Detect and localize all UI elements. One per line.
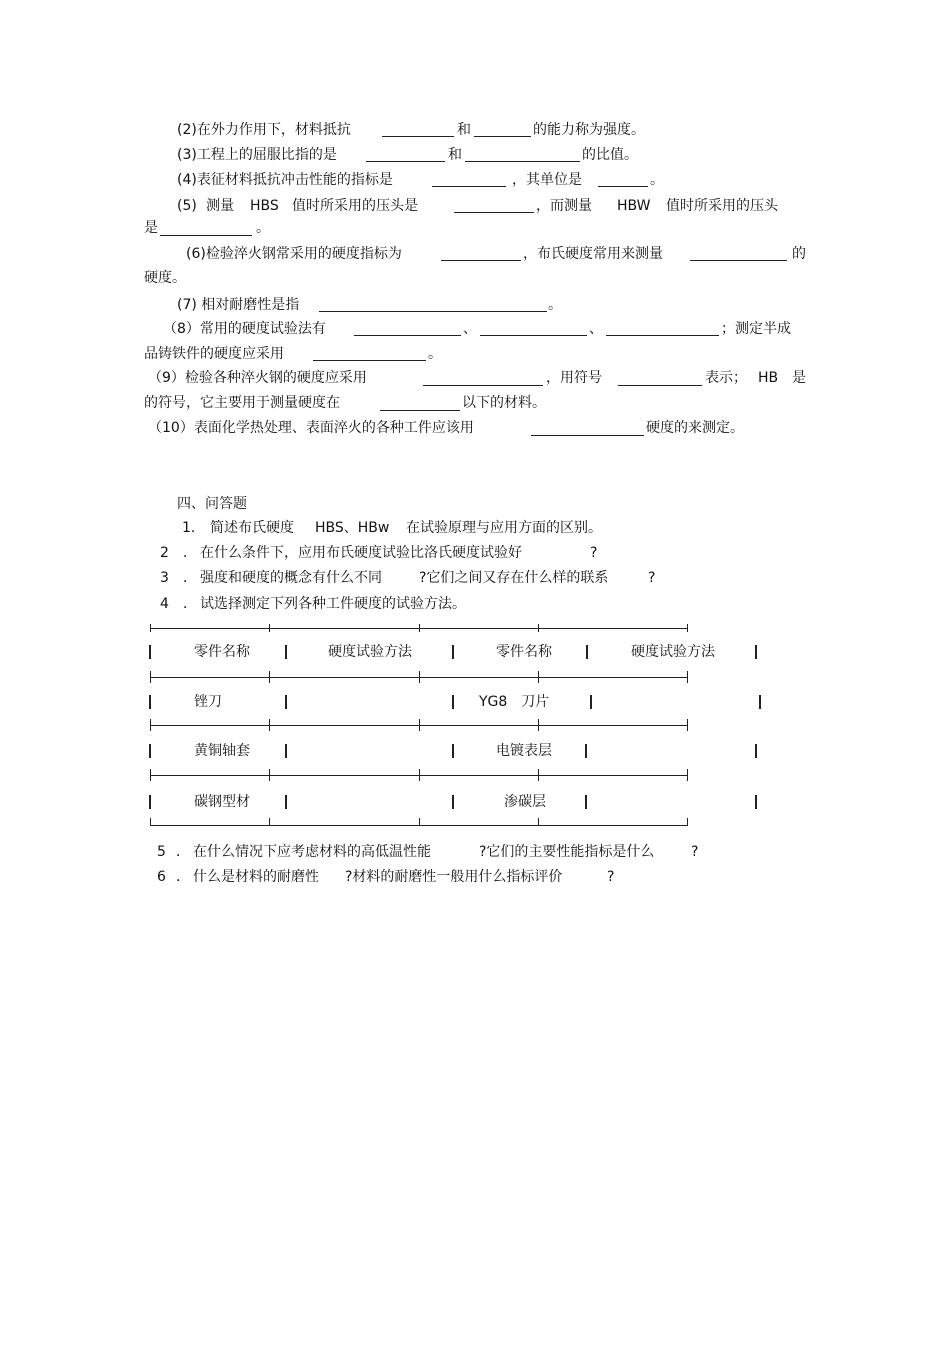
header-method-2: 硬度试验方法 [631, 644, 715, 660]
q10-blank[interactable] [531, 435, 644, 436]
part-name-cell: YG8 刀片 [479, 694, 550, 710]
q3-suffix: 的比值。 [582, 147, 638, 163]
q4-mid: ，其单位是 [512, 172, 582, 188]
eq5-num: 5 [157, 844, 166, 860]
eq5-dot: ． [176, 844, 190, 860]
q8-sep-2: 、 [589, 321, 603, 337]
eq5-text-b: ?它们的主要性能指标是什么 [479, 844, 655, 860]
q5-word-1: 测量 [206, 198, 234, 214]
q3-prefix: (3)工程上的屈服比指的是 [177, 147, 337, 163]
tick [269, 769, 270, 781]
eq5-text-c: ? [691, 844, 699, 860]
tick [538, 624, 539, 632]
eq1-text-c: 在试验原理与应用方面的区别。 [406, 520, 602, 536]
q4-blank-2[interactable] [598, 186, 648, 187]
q10-suffix: 硬度的来测定。 [646, 420, 744, 436]
cell-border [759, 695, 761, 709]
q9-mid2: 表示； [705, 370, 747, 386]
eq4-num: 4 [160, 596, 169, 612]
tick [419, 671, 420, 683]
tick [419, 818, 420, 826]
q9-word-hb: HB [758, 370, 779, 386]
q6-blank-2[interactable] [690, 260, 787, 261]
part-name-cell: 黄铜轴套 [194, 743, 250, 759]
tick [150, 818, 151, 826]
cell-border [585, 795, 587, 809]
q6-line2: 硬度。 [144, 270, 186, 286]
q10-prefix: （10）表面化学热处理、表面淬火的各种工件应该用 [148, 420, 474, 436]
q6-mid: ，布氏硬度常用来测量 [523, 246, 663, 262]
tick [538, 818, 539, 826]
tick [419, 719, 420, 731]
part-name-cell: 碳钢型材 [194, 794, 250, 810]
tick [150, 671, 151, 683]
q3-blank-2[interactable] [465, 161, 580, 162]
eq3-text-b: ?它们之间又存在什么样的联系 [419, 570, 609, 586]
part-name-cell: 渗碳层 [504, 794, 546, 810]
q2-blank-1[interactable] [382, 136, 454, 137]
tick [538, 769, 539, 781]
q5-line2-prefix: 是 [144, 220, 158, 236]
q6-blank-1[interactable] [441, 260, 521, 261]
eq3-text-c: ? [648, 570, 656, 586]
tick [687, 719, 688, 731]
q5-num: (5) [177, 198, 197, 214]
tick [419, 769, 420, 781]
q2-prefix: (2)在外力作用下，材料抵抗 [177, 122, 351, 138]
cell-border [585, 744, 587, 758]
tick [687, 769, 688, 781]
cell-border [285, 695, 287, 709]
header-part-name-1: 零件名称 [194, 644, 250, 660]
cell-border [285, 645, 287, 659]
q5-word-4: HBW [617, 198, 651, 214]
tick [538, 671, 539, 683]
eq6-dot: ． [176, 869, 190, 885]
eq2-dot: ． [183, 545, 197, 561]
cell-border [149, 744, 151, 758]
tick [269, 671, 270, 683]
cell-border [452, 795, 454, 809]
q4-prefix: (4)表征材料抵抗冲击性能的指标是 [177, 172, 393, 188]
eq2-num: 2 [160, 545, 169, 561]
cell-border [755, 795, 757, 809]
q5-blank-2[interactable] [160, 235, 252, 236]
q9-line2-prefix: 的符号，它主要用于测量硬度在 [144, 395, 340, 411]
q2-suffix: 的能力称为强度。 [533, 122, 645, 138]
part-name-cell: 锉刀 [194, 694, 222, 710]
header-method-1: 硬度试验方法 [328, 644, 412, 660]
q3-blank-1[interactable] [366, 161, 445, 162]
q4-blank-1[interactable] [432, 186, 506, 187]
q4-suffix: 。 [650, 172, 664, 188]
q9-blank-3[interactable] [380, 410, 460, 411]
tick [150, 719, 151, 731]
q8-blank-2[interactable] [480, 335, 587, 336]
eq2-text-b: ? [590, 545, 598, 561]
cell-border [285, 744, 287, 758]
section-title: 四、问答题 [177, 496, 247, 512]
q9-word-shi: 是 [792, 370, 806, 386]
cell-border [755, 744, 757, 758]
q9-blank-2[interactable] [618, 385, 702, 386]
q8-blank-1[interactable] [354, 335, 461, 336]
eq5-text-a: 在什么情况下应考虑材料的高低温性能 [193, 844, 431, 860]
cell-border [149, 695, 151, 709]
cell-border [452, 645, 454, 659]
q5-blank-1[interactable] [454, 212, 534, 213]
cell-border [285, 795, 287, 809]
q5-line2-suffix: 。 [256, 220, 270, 236]
q6-suffix: 的 [792, 246, 806, 262]
eq1-text-b: HBS、HBw [315, 520, 390, 536]
cell-border [586, 645, 588, 659]
q5-word-3: 值时所采用的压头是 [292, 198, 418, 214]
cell-border [452, 695, 454, 709]
eq3-num: 3 [160, 570, 169, 586]
q8-line2-suffix: 。 [428, 346, 442, 362]
eq4-text-a: 试选择测定下列各种工件硬度的试验方法。 [200, 596, 466, 612]
tick [687, 671, 688, 683]
q8-sep-1: 、 [463, 321, 477, 337]
q5-word-5: 值时所采用的压头 [666, 198, 778, 214]
cell-border [149, 645, 151, 659]
tick [269, 624, 270, 632]
q8-blank-3[interactable] [606, 335, 719, 336]
cell-border [452, 744, 454, 758]
tick [269, 818, 270, 826]
eq1-text-a: 简述布氏硬度 [210, 520, 294, 536]
part-name-cell: 电镀表层 [496, 743, 552, 759]
header-part-name-2: 零件名称 [496, 644, 552, 660]
q7-suffix: 。 [548, 297, 562, 313]
q7-prefix: (7) 相对耐磨性是指 [177, 297, 300, 313]
q8-prefix: （8）常用的硬度试验法有 [163, 321, 326, 337]
eq6-text-a: 什么是材料的耐磨性 [193, 869, 319, 885]
eq3-text-a: 强度和硬度的概念有什么不同 [200, 570, 382, 586]
tick [150, 769, 151, 781]
q5-mid: ，而测量 [536, 198, 592, 214]
tick [419, 624, 420, 632]
tick [538, 719, 539, 731]
q8-blank-4[interactable] [313, 360, 426, 361]
q9-mid: ，用符号 [546, 370, 602, 386]
eq1-num: 1． [182, 520, 205, 536]
cell-border [149, 795, 151, 809]
q5-word-2: HBS [250, 198, 279, 214]
q3-mid: 和 [448, 147, 462, 163]
tick [687, 818, 688, 826]
tick [150, 624, 151, 632]
eq6-num: 6 [157, 869, 166, 885]
q9-blank-1[interactable] [423, 385, 543, 386]
q7-blank[interactable] [319, 311, 547, 312]
cell-border [590, 695, 592, 709]
q6-prefix: (6)检验淬火钢常采用的硬度指标为 [186, 246, 402, 262]
eq2-text-a: 在什么条件下，应用布氏硬度试验比洛氏硬度试验好 [200, 545, 522, 561]
eq4-dot: ． [183, 596, 197, 612]
q9-line2-suffix: 以下的材料。 [462, 395, 546, 411]
cell-border [755, 645, 757, 659]
tick [269, 719, 270, 731]
q8-suffix: ；测定半成 [721, 321, 791, 337]
eq6-text-c: ? [607, 869, 615, 885]
q2-mid: 和 [457, 122, 471, 138]
q8-line2-prefix: 品铸铁件的硬度应采用 [144, 346, 284, 362]
tick [687, 624, 688, 632]
eq3-dot: ． [183, 570, 197, 586]
eq6-text-b: ?材料的耐磨性一般用什么指标评价 [345, 869, 563, 885]
q2-blank-2[interactable] [474, 136, 531, 137]
q9-prefix: （9）检验各种淬火钢的硬度应采用 [148, 370, 367, 386]
